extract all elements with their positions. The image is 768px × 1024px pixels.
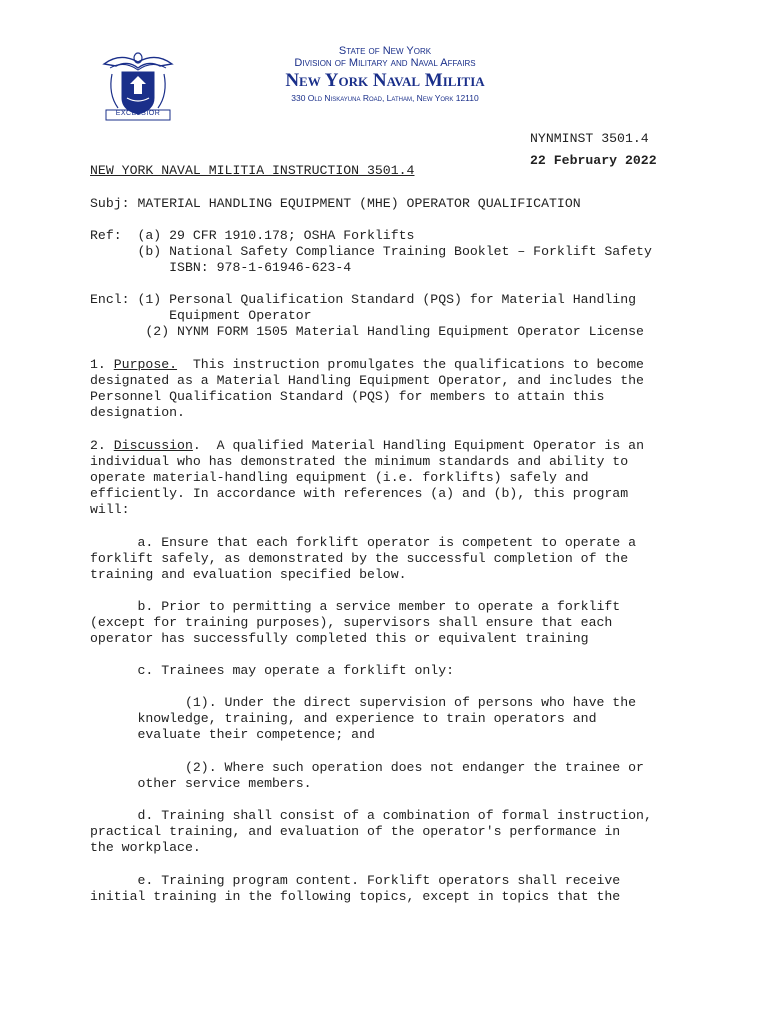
- item-c1-line-1: (1). Under the direct supervision of persons who have the: [90, 695, 637, 710]
- purpose-line-1: [90, 357, 644, 373]
- enclosure-2: (2) NYNM FORM 1505 Material Handling Equipment Operator License: [90, 324, 644, 339]
- subject-line: Subj: MATERIAL HANDLING EQUIPMENT (MHE) OPERATOR QUALIFICATION: [90, 196, 581, 211]
- discussion-line-2: individual who has demonstrated the minimum standards and ability to: [90, 454, 629, 469]
- reference-a: Ref: (a) 29 CFR 1910.178; OSHA Forklifts: [90, 228, 415, 243]
- item-a-line-1: a. Ensure that each forklift operator is competent to operate a: [90, 535, 637, 550]
- item-b-line-1: b. Prior to permitting a service member to operate a forklift: [90, 599, 621, 614]
- item-a-line-2: forklift safely, as demonstrated by the successful completion of the: [90, 551, 629, 566]
- document-date: 22 February 2022: [530, 153, 657, 168]
- item-e-line-1: e. Training program content. Forklift operators shall receive: [90, 873, 621, 888]
- item-c2-line-1: (2). Where such operation does not endanger the trainee or: [90, 760, 644, 775]
- enclosure-1-cont: Equipment Operator: [90, 308, 312, 323]
- discussion-line-3: operate material-handling equipment (i.e. forklifts) safely and: [90, 470, 589, 485]
- item-b-line-3: operator has successfully completed this or equivalent training: [90, 631, 589, 646]
- purpose-text: This instruction promulgates the qualifications to become: [177, 357, 644, 372]
- item-c-line-1: c. Trainees may operate a forklift only:: [90, 663, 455, 678]
- seal-motto: EXCELSIOR: [115, 110, 161, 117]
- discussion-title: Discussion: [113, 438, 193, 453]
- item-d-line-1: d. Training shall consist of a combination of formal instruction,: [90, 808, 652, 823]
- item-d-line-3: the workplace.: [90, 840, 201, 855]
- item-c1-line-2: knowledge, training, and experience to train operators and: [90, 711, 597, 726]
- reference-b-isbn: ISBN: 978-1-61946-623-4: [90, 260, 352, 275]
- discussion-line-4: efficiently. In accordance with references (a) and (b), this program: [90, 486, 629, 501]
- letterhead-title: New York Naval Militia: [285, 70, 485, 91]
- purpose-line-4: designation.: [90, 405, 185, 420]
- letterhead-state: State of New York: [338, 45, 432, 57]
- purpose-title: Purpose.: [113, 357, 178, 372]
- instruction-heading: NEW YORK NAVAL MILITIA INSTRUCTION 3501.4: [90, 163, 415, 178]
- item-b-line-2: (except for training purposes), supervisors shall ensure that each: [90, 615, 613, 630]
- instruction-number: NYNMINST 3501.4: [530, 131, 649, 146]
- purpose-line-3: Personnel Qualification Standard (PQS) for members to attain this: [90, 389, 605, 404]
- discussion-text: . A qualified Material Handling Equipment Operator is an: [192, 438, 644, 453]
- letterhead-division: Division of Military and Naval Affairs: [294, 57, 476, 69]
- item-d-line-2: practical training, and evaluation of the operator's performance in: [90, 824, 621, 839]
- discussion-number: 2.: [90, 438, 114, 453]
- item-e-line-2: initial training in the following topics, except in topics that the: [90, 889, 621, 904]
- reference-b: (b) National Safety Compliance Training Booklet – Forklift Safety: [90, 244, 652, 259]
- item-c1-line-3: evaluate their competence; and: [90, 727, 375, 742]
- purpose-line-2: designated as a Material Handling Equipment Operator, and includes the: [90, 373, 644, 388]
- discussion-line-1: [90, 438, 644, 454]
- enclosure-1: Encl: (1) Personal Qualification Standard (PQS) for Material Handling: [90, 292, 637, 307]
- item-c2-line-2: other service members.: [90, 776, 312, 791]
- item-a-line-3: training and evaluation specified below.: [90, 567, 407, 582]
- purpose-number: 1.: [90, 357, 114, 372]
- discussion-line-5: will:: [90, 502, 130, 517]
- letterhead-address: 330 Old Niskayuna Road, Latham, New York 12110: [291, 93, 479, 103]
